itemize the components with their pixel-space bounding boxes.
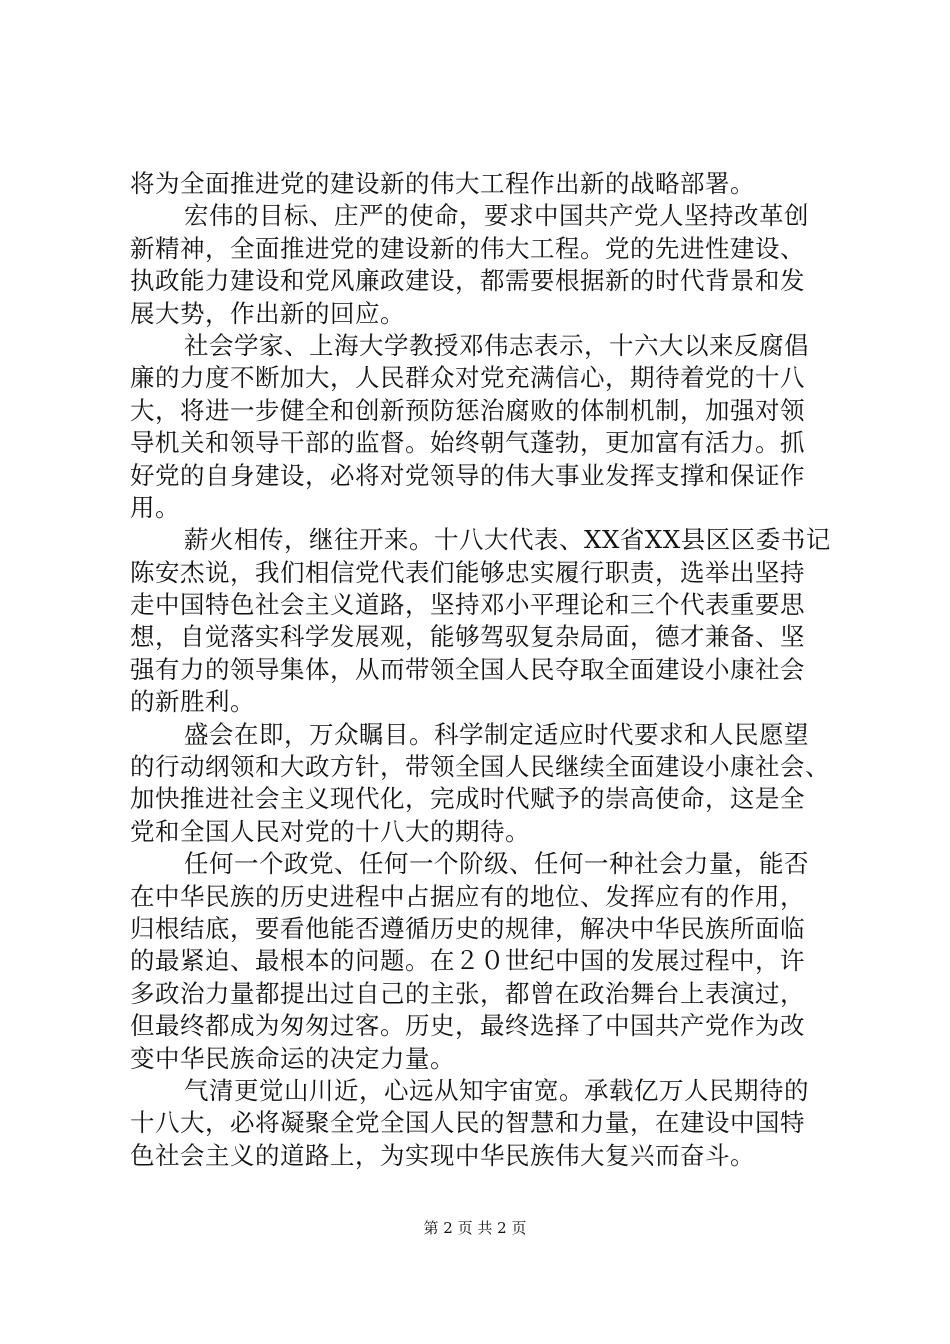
text-line: 想，自觉落实科学发展观，能够驾驭复杂局面，德才兼备、坚 [130,622,805,652]
text-line: 的行动纲领和大政方针，带领全国人民继续全面建设小康社会、 [130,752,830,782]
text-line: 大，将进一步健全和创新预防惩治腐败的体制机制，加强对领 [130,395,805,425]
text-line: 但最终都成为匆匆过客。历史，最终选择了中国共产党作为改 [130,1011,805,1041]
document-body [130,168,830,1172]
page-number-indicator: 第 2 页 共 2 页 [423,1219,527,1237]
text-line: 新精神，全面推进党的建设新的伟大工程。党的先进性建设、 [130,233,805,263]
text-line: 归根结底，要看他能否遵循历史的规律，解决中华民族所面临 [130,913,805,943]
text-line: 变中华民族命运的决定力量。 [130,1043,455,1073]
page-footer [0,1219,950,1237]
paragraph-first-line: 社会学家、上海大学教授邓伟志表示，十六大以来反腐倡 [184,330,809,360]
text-line: 的新胜利。 [130,687,255,717]
text-line: 在中华民族的历史进程中占据应有的地位、发挥应有的作用， [130,881,805,911]
paragraph-first-line: 薪火相传，继往开来。十八大代表、XX省XX县区区委书记 [184,525,831,555]
text-line: 好党的自身建设，必将对党领导的伟大事业发挥支撑和保证作 [130,460,805,490]
text-line: 执政能力建设和党风廉政建设，都需要根据新的时代背景和发 [130,266,805,296]
text-line: 导机关和领导干部的监督。始终朝气蓬勃，更加富有活力。抓 [130,428,805,458]
text-line: 陈安杰说，我们相信党代表们能够忠实履行职责，选举出坚持 [130,557,805,587]
text-line: 加快推进社会主义现代化，完成时代赋予的崇高使命，这是全 [130,784,805,814]
text-line: 十八大，必将凝聚全党全国人民的智慧和力量，在建设中国特 [130,1108,805,1138]
text-line: 用。 [130,492,180,522]
text-line: 多政治力量都提出过自己的主张，都曾在政治舞台上表演过， [130,978,805,1008]
text-line: 走中国特色社会主义道路，坚持邓小平理论和三个代表重要思 [130,590,805,620]
text-line: 色社会主义的道路上，为实现中华民族伟大复兴而奋斗。 [130,1140,755,1170]
text-line: 强有力的领导集体，从而带领全国人民夺取全面建设小康社会 [130,654,805,684]
paragraph-first-line: 盛会在即，万众瞩目。科学制定适应时代要求和人民愿望 [184,719,809,749]
paragraph-first-line: 气清更觉山川近，心远从知宇宙宽。承载亿万人民期待的 [184,1075,809,1105]
text-line: 廉的力度不断加大，人民群众对党充满信心，期待着党的十八 [130,363,805,393]
paragraph-first-line: 任何一个政党、任何一个阶级、任何一种社会力量，能否 [184,849,809,879]
text-line: 将为全面推进党的建设新的伟大工程作出新的战略部署。 [130,169,755,198]
text-line: 党和全国人民对党的十八大的期待。 [130,816,530,846]
text-line: 的最紧迫、最根本的问题。在２０世纪中国的发展过程中，许 [130,946,805,976]
paragraph-first-line: 宏伟的目标、庄严的使命，要求中国共产党人坚持改革创 [184,201,809,231]
text-line: 展大势，作出新的回应。 [130,298,405,328]
